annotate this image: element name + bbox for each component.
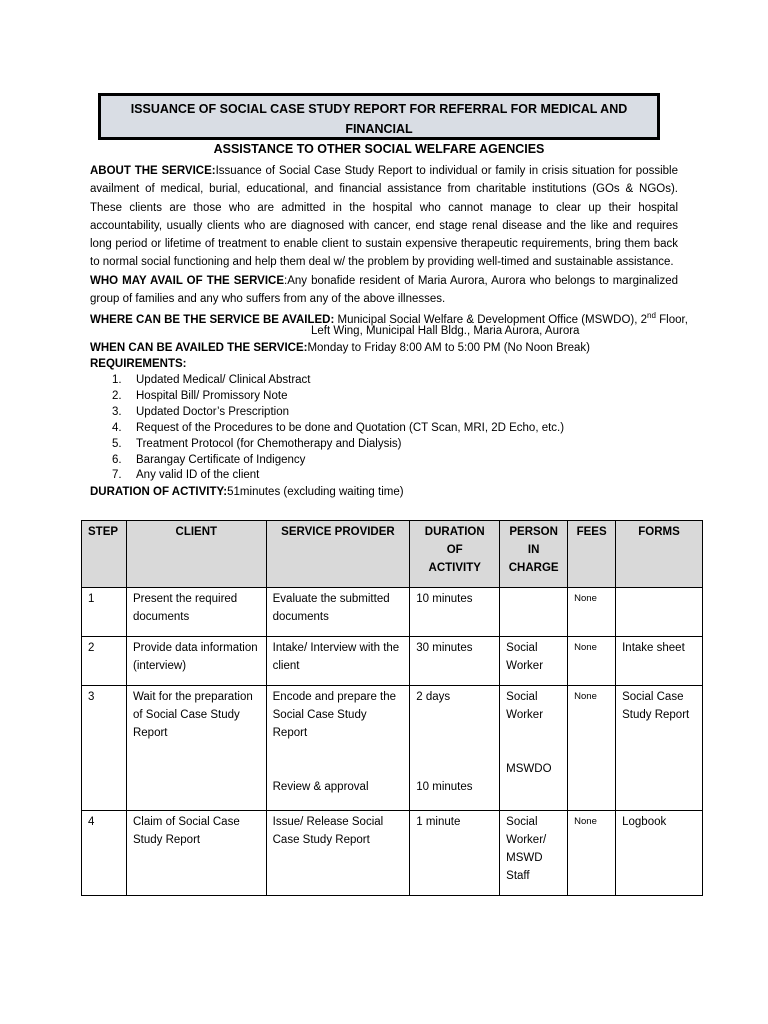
header-person-line-1: PERSON <box>509 526 558 538</box>
cell-person: Social Worker/ MSWD Staff <box>500 811 568 896</box>
cell-forms <box>616 588 703 637</box>
table-row <box>82 637 703 686</box>
cell-provider: Issue/ Release Social Case Study Report <box>266 811 410 896</box>
cell-forms: Logbook <box>616 811 703 896</box>
table-row <box>82 686 703 811</box>
table-row <box>82 588 703 637</box>
list-number: 5. <box>112 437 122 450</box>
list-item <box>112 437 564 453</box>
cell-duration <box>410 686 500 811</box>
cell-step: 1 <box>82 588 127 637</box>
when-text: Monday to Friday 8:00 AM to 5:00 PM (No Noon Break) <box>307 342 590 354</box>
who-text: :Any bonafide resident of Maria Aurora, Aurora who belongs to marginalized group of families and any who suffers from any of the above illnesses. <box>90 274 678 306</box>
cell-provider: Evaluate the submitted documents <box>266 588 410 637</box>
list-item <box>112 421 564 437</box>
cell-provider <box>266 686 410 811</box>
cell-fees: None <box>568 588 616 637</box>
cell-fees: None <box>568 637 616 686</box>
duration-label: DURATION OF ACTIVITY: <box>90 486 228 498</box>
where-sup: nd <box>647 311 656 320</box>
service-description <box>90 162 678 308</box>
about-paragraph <box>90 162 678 272</box>
header-person-in-charge <box>500 521 568 588</box>
list-number: 6. <box>112 453 122 466</box>
table-header-row <box>82 521 703 588</box>
list-number: 7. <box>112 469 122 482</box>
duration-primary: 2 days <box>416 691 451 703</box>
cell-forms: Social Case Study Report <box>616 686 703 811</box>
list-item <box>112 405 564 421</box>
about-label: ABOUT THE SERVICE: <box>90 165 216 177</box>
list-item <box>112 373 564 389</box>
where-label: WHERE CAN BE THE SERVICE BE AVAILED: <box>90 313 335 326</box>
list-text: Request of the Procedures to be done and Quotation (CT Scan, MRI, 2D Echo, etc.) <box>136 421 565 434</box>
list-number: 2. <box>112 389 122 402</box>
header-service-provider: SERVICE PROVIDER <box>266 521 410 588</box>
header-duration-line-2: ACTIVITY <box>428 562 481 574</box>
header-forms: FORMS <box>616 521 703 588</box>
list-number: 4. <box>112 421 122 434</box>
person-primary: Social Worker <box>506 691 544 721</box>
who-paragraph <box>90 272 678 309</box>
cell-client: Present the required documents <box>126 588 266 637</box>
header-person-line-2: IN <box>527 544 540 556</box>
cell-client: Provide data information (interview) <box>126 637 266 686</box>
about-text: Issuance of Social Case Study Report to individual or family in crisis situation for possible availment of medical, burial, educational, and financial assistance from charitable institutions (GOs & NGOs). These clients are those who are admitted in the hospital who cannot manage to clear up their hospital accountability, usually clients who are diagnosed with cancer, end stage renal disease and the like and requires long period or lifetime of treatment to enable client to sustain expensive therapeutic requirements, bring them back to normal social functioning and help them deal w/ the problem by providing well-timed and sustainable assistance. <box>90 165 678 269</box>
list-text: Hospital Bill/ Promissory Note <box>136 389 288 402</box>
duration-secondary: 10 minutes <box>416 781 473 793</box>
header-duration <box>410 521 500 588</box>
cell-person <box>500 686 568 811</box>
requirements-heading: REQUIREMENTS: <box>90 358 187 370</box>
duration-text: 51minutes (excluding waiting time) <box>227 486 404 498</box>
cell-person: Social Worker <box>500 637 568 686</box>
person-secondary: MSWDO <box>506 763 552 775</box>
header-fees: FEES <box>568 521 616 588</box>
cell-client: Claim of Social Case Study Report <box>126 811 266 896</box>
steps-table <box>81 520 703 896</box>
cell-client: Wait for the preparation of Social Case Study Report <box>126 686 266 811</box>
list-item <box>112 453 564 469</box>
duration-line <box>90 484 404 500</box>
where-text-2: Floor, <box>655 313 688 326</box>
cell-forms: Intake sheet <box>616 637 703 686</box>
cell-step: 4 <box>82 811 127 896</box>
title-line-1: ISSUANCE OF SOCIAL CASE STUDY REPORT FOR REFERRAL FOR MEDICAL AND FINANCIAL <box>130 102 628 136</box>
list-number: 3. <box>112 405 122 418</box>
header-client: CLIENT <box>126 521 266 588</box>
header-duration-line-1: DURATION OF <box>424 526 485 556</box>
cell-fees: None <box>568 686 616 811</box>
header-person-line-3: CHARGE <box>508 562 559 574</box>
when-label: WHEN CAN BE AVAILED THE SERVICE: <box>90 342 308 354</box>
cell-duration: 10 minutes <box>410 588 500 637</box>
when-line <box>90 340 590 356</box>
list-text: Treatment Protocol (for Chemotherapy and Dialysis) <box>136 437 402 450</box>
table-row <box>82 811 703 896</box>
cell-step: 3 <box>82 686 127 811</box>
list-text: Any valid ID of the client <box>136 469 260 482</box>
document-title <box>98 93 660 156</box>
list-text: Updated Medical/ Clinical Abstract <box>136 374 311 386</box>
where-text-1: Municipal Social Welfare & Development Office (MSWDO), 2 <box>334 313 648 326</box>
cell-provider: Intake/ Interview with the client <box>266 637 410 686</box>
provider-secondary: Review & approval <box>272 781 369 793</box>
who-label: WHO MAY AVAIL OF THE SERVICE <box>90 274 285 287</box>
list-item <box>112 468 564 484</box>
cell-step: 2 <box>82 637 127 686</box>
cell-duration: 30 minutes <box>410 637 500 686</box>
list-number: 1. <box>112 374 122 386</box>
list-text: Updated Doctor’s Prescription <box>136 405 289 418</box>
list-text: Barangay Certificate of Indigency <box>136 453 306 466</box>
cell-person <box>500 588 568 637</box>
header-step: STEP <box>82 521 127 588</box>
requirements-list <box>112 373 564 484</box>
where-line-2: Left Wing, Municipal Hall Bldg., Maria Aurora, Aurora <box>311 325 580 337</box>
cell-duration: 1 minute <box>410 811 500 896</box>
title-line-2: ASSISTANCE TO OTHER SOCIAL WELFARE AGENCIES <box>213 142 545 156</box>
list-item <box>112 389 564 405</box>
provider-primary: Encode and prepare the Social Case Study Report <box>272 691 397 739</box>
cell-fees: None <box>568 811 616 896</box>
